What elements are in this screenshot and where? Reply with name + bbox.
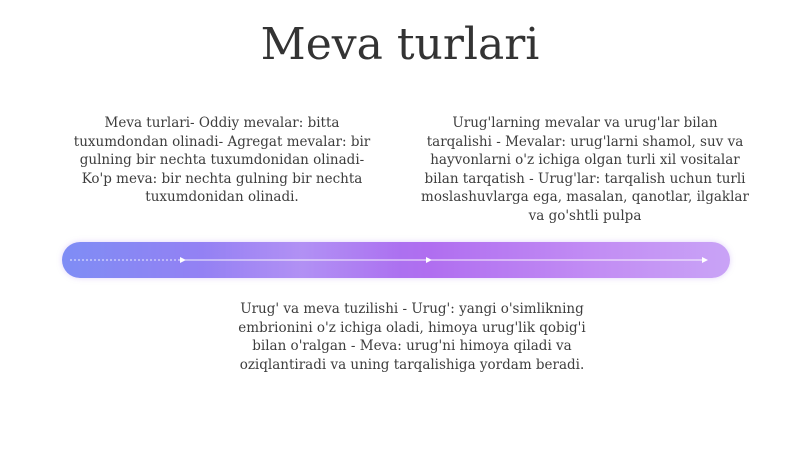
timeline-arrow-2-icon — [426, 257, 432, 263]
right-text-block: Urug'larning mevalar va urug'lar bilan tarqalishi - Mevalar: urug'larni shamol, suv va hayvonlarni o'z ichiga olgan turli xil vositalar bilan tarqatish - Urug'lar: tarqalish uchun turli moslashuvlarga ega, masalan, qanotlar, ilgaklar va go'shtli pulpa — [421, 115, 749, 224]
timeline-arrow-1-icon — [180, 257, 186, 263]
bottom-text-block: Urug' va meva tuzilishi - Urug': yangi o'simlikning embrionini o'z ichiga oladi, himoya urug'lik qobig'i bilan o'ralgan - Meva: urug'ni himoya qiladi va oziqlantiradi va uning tarqalishiga yordam beradi. — [238, 301, 586, 373]
timeline-bar — [62, 242, 730, 278]
left-text-block: Meva turlari- Oddiy mevalar: bitta tuxumdondan olinadi- Agregat mevalar: bir gulning bir nechta tuxumdonidan olinadi- Ko'p meva: bir nechta gulning bir nechta tuxumdonidan olinadi. — [73, 115, 371, 205]
timeline-track — [62, 242, 730, 278]
timeline-arrow-3-icon — [702, 257, 708, 263]
slide-title: Meva turlari — [260, 19, 540, 70]
